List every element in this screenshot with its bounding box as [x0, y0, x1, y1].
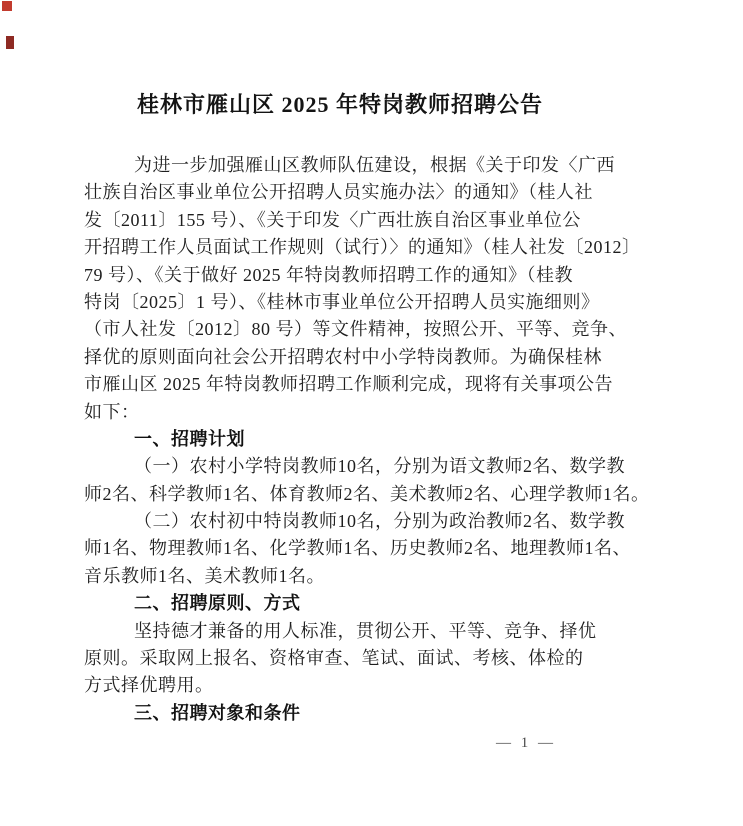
- section-heading: 二、招聘原则、方式: [134, 593, 301, 614]
- text-line: 原则。采取网上报名、资格审查、笔试、面试、考核、体检的: [84, 648, 584, 669]
- section-heading: 三、招聘对象和条件: [134, 702, 301, 723]
- text-line: （一）农村小学特岗教师10名，分别为语文教师2名、数学教: [134, 456, 625, 477]
- document-title: 桂林市雁山区 2025 年特岗教师招聘公告: [136, 92, 543, 117]
- page-number: — 1 —: [496, 735, 556, 751]
- text-line: 发〔2011〕155 号）、《关于印发〈广西壮族自治区事业单位公: [84, 209, 581, 230]
- text-line: 坚持德才兼备的用人标准，贯彻公开、平等、竞争、择优: [134, 620, 597, 641]
- text-line: 壮族自治区事业单位公开招聘人员实施办法〉的通知》（桂人社: [84, 182, 593, 203]
- text-line: 为进一步加强雁山区教师队伍建设，根据《关于印发〈广西: [134, 155, 615, 175]
- text-line: 市雁山区 2025 年特岗教师招聘工作顺利完成，现将有关事项公告: [84, 374, 613, 395]
- text-line: 师2名、科学教师1名、体育教师2名、美术教师2名、心理学教师1名。: [84, 483, 650, 504]
- text-line: （市人社发〔2012〕80 号）等文件精神，按照公开、平等、竞争、: [84, 319, 627, 340]
- document-body: [84, 152, 664, 727]
- red-square-mark: [2, 1, 12, 11]
- text-line: 开招聘工作人员面试工作规则（试行）〉的通知》（桂人社发〔2012〕: [84, 237, 641, 258]
- text-line: 方式择优聘用。: [84, 675, 214, 696]
- text-line: （二）农村初中特岗教师10名，分别为政治教师2名、数学教: [134, 511, 625, 532]
- text-line: 择优的原则面向社会公开招聘农村中小学特岗教师。为确保桂林: [84, 346, 602, 367]
- text-line: 79 号）、《关于做好 2025 年特岗教师招聘工作的通知》（桂教: [84, 264, 573, 285]
- section-heading: 一、招聘计划: [134, 428, 245, 449]
- text-line: 如下：: [84, 401, 140, 422]
- dark-red-mark: [6, 36, 14, 49]
- text-line: 特岗〔2025〕1 号）、《桂林市事业单位公开招聘人员实施细则》: [84, 291, 600, 312]
- text-line: 音乐教师1名、美术教师1名。: [84, 565, 325, 586]
- text-line: 师1名、物理教师1名、化学教师1名、历史教师2名、地理教师1名、: [84, 538, 631, 559]
